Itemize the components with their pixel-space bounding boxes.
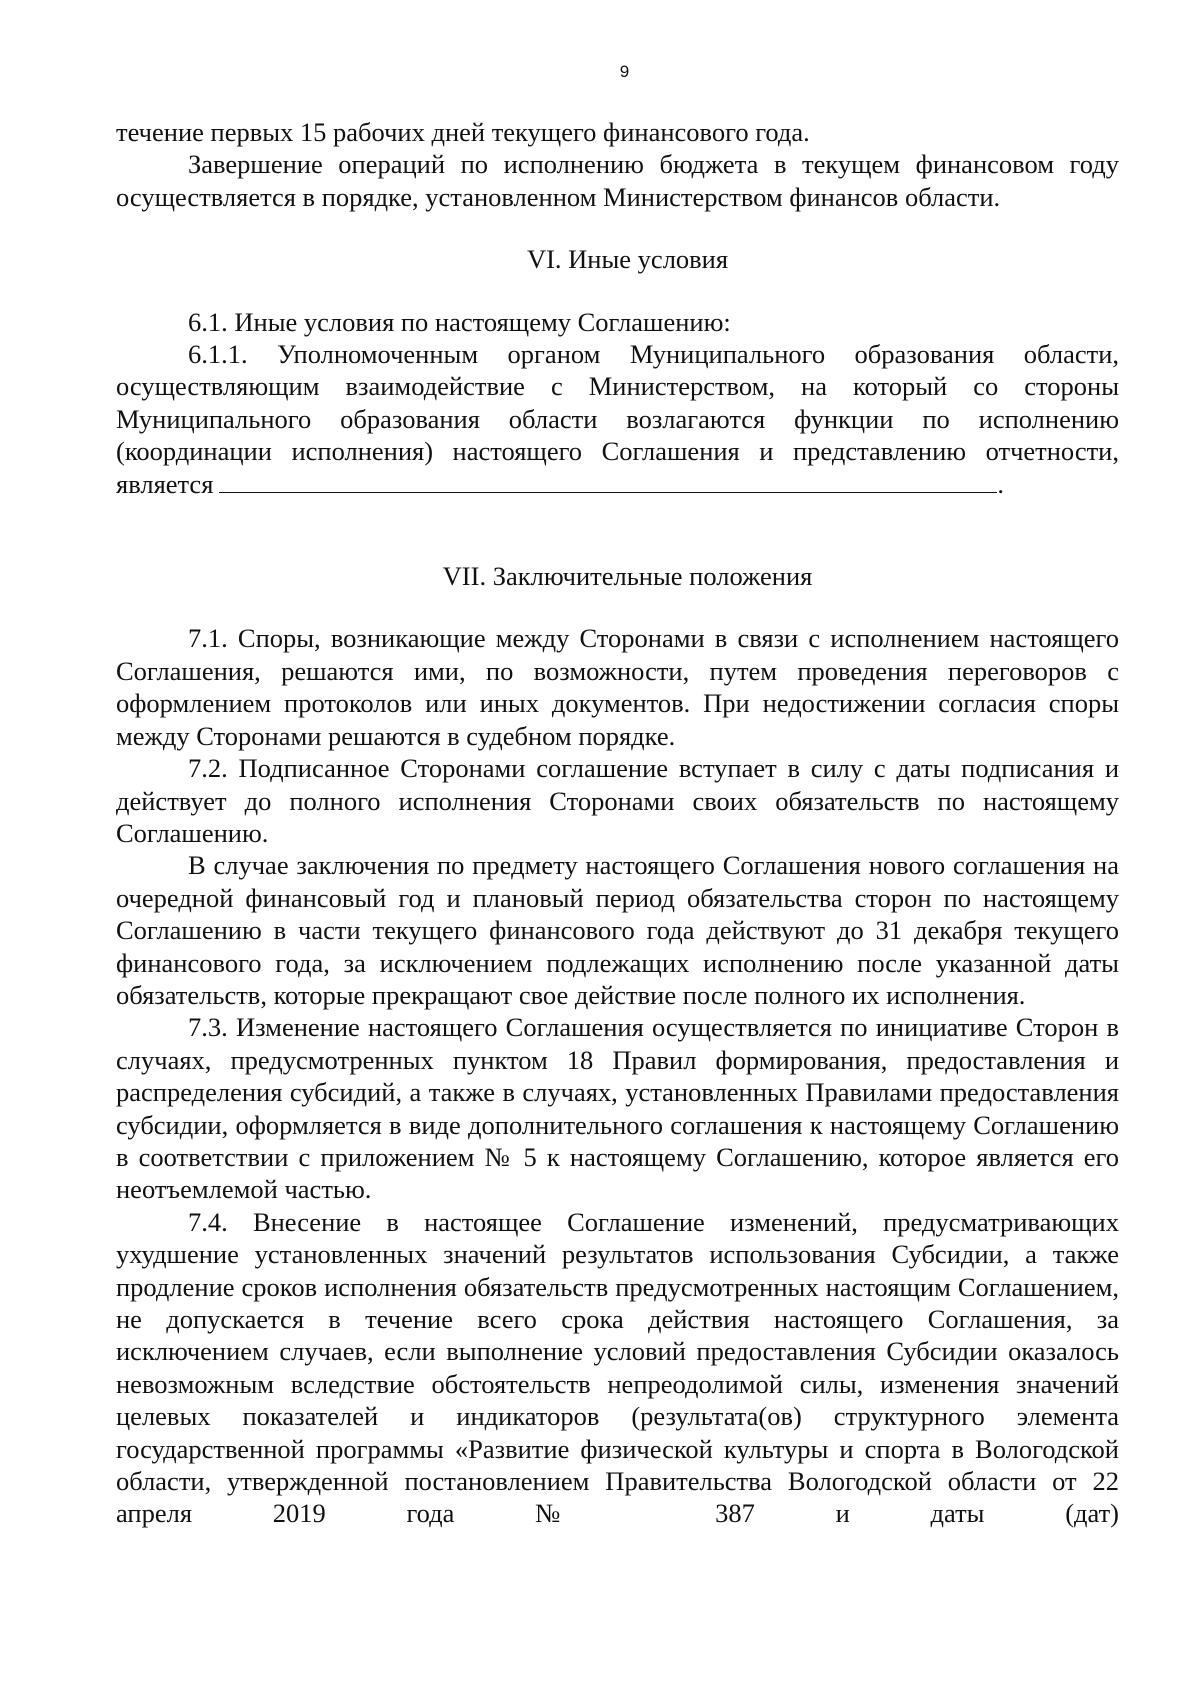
- clause-7-1: 7.1. Споры, возникающие между Сторонами в связи с исполнением настоящего Соглашения, решаются ими, по возможности, путем проведения переговоров с оформлением протоколов или иных документов. При недостижении согласия споры между Сторонами решаются в судебном порядке.: [116, 623, 1119, 751]
- document-page: [116, 62, 1119, 1530]
- clause-7-4: 7.4. Внесение в настоящее Соглашение изменений, предусматривающих ухудшение установленных значений результатов использования Субсидии, а также продление сроков исполнения обязательств предусмотренных настоящим Соглашением, не допускается в течение всего срока действия настоящего Соглашения, за исключением случаев, если выполнение условий предоставления Субсидии оказалось невозможным вследствие обстоятельств непреодолимой силы, изменения значений целевых показателей и индикаторов (результата(ов) структурного элемента государственной программы «Развитие физической культуры и спорта в Вологодской области, утвержденной постановлением Правительства Вологодской области от 22 апреля 2019 года № 387 и даты (дат): [116, 1206, 1119, 1529]
- clause-6-1-1: 6.1.1. Уполномоченным органом Муниципального образования области, осуществляющим взаимодействие с Министерством, на который со стороны Муниципального образования области возлагаются функции по исполнению (координации исполнения) настоящего Соглашения и представлению отчетности,: [116, 339, 1119, 467]
- paragraph-continuation: течение первых 15 рабочих дней текущего финансового года.: [116, 117, 810, 147]
- clause-6-1-1-end: .: [997, 468, 1005, 499]
- spacer: [116, 213, 1119, 243]
- clause-7-2: 7.2. Подписанное Сторонами соглашение вступает в силу с даты подписания и действует до полного исполнения Сторонами своих обязательств по настоящему Соглашению.: [116, 753, 1119, 848]
- section-6-heading: VI. Иные условия: [526, 244, 729, 275]
- spacer: [116, 592, 1119, 622]
- section-7-heading: VII. Заключительные положения: [442, 561, 813, 592]
- clause-6-1-1-tail-text: является: [116, 468, 214, 499]
- page-number: 9: [619, 62, 630, 81]
- clause-7-3: 7.3. Изменение настоящего Соглашения осуществляется по инициативе Сторон в случаях, предусмотренных пунктом 18 Правил формирования, предоставления и распределения субсидий, а также в случаях, установленных Правилами предоставления субсидии, оформляется в виде дополнительного соглашения к настоящему Соглашению в соответствии с приложением № 5 к настоящему Соглашению, которое является его неотъемлемой частью.: [116, 1012, 1119, 1205]
- clause-6-1: 6.1. Иные условия по настоящему Соглашению:: [188, 306, 731, 337]
- clause-7-2-new-agreement: В случае заключения по предмету настоящего Соглашения нового соглашения на очередной финансовый год и плановый период обязательства сторон по настоящему Соглашению в части текущего финансового года действуют до 31 декабря текущего финансового года, за исключением подлежащих исполнению после указанной даты обязательств, которые прекращают свое действие после полного их исполнения.: [116, 850, 1119, 1010]
- spacer: [116, 500, 1119, 560]
- paragraph-budget-completion: Завершение операций по исполнению бюджета в текущем финансовом году осуществляется в порядке, установленном Министерством финансов области.: [116, 149, 1119, 212]
- clause-6-1-1-tail: [116, 468, 1119, 500]
- spacer: [116, 276, 1119, 306]
- blank-fill-line: [219, 468, 997, 493]
